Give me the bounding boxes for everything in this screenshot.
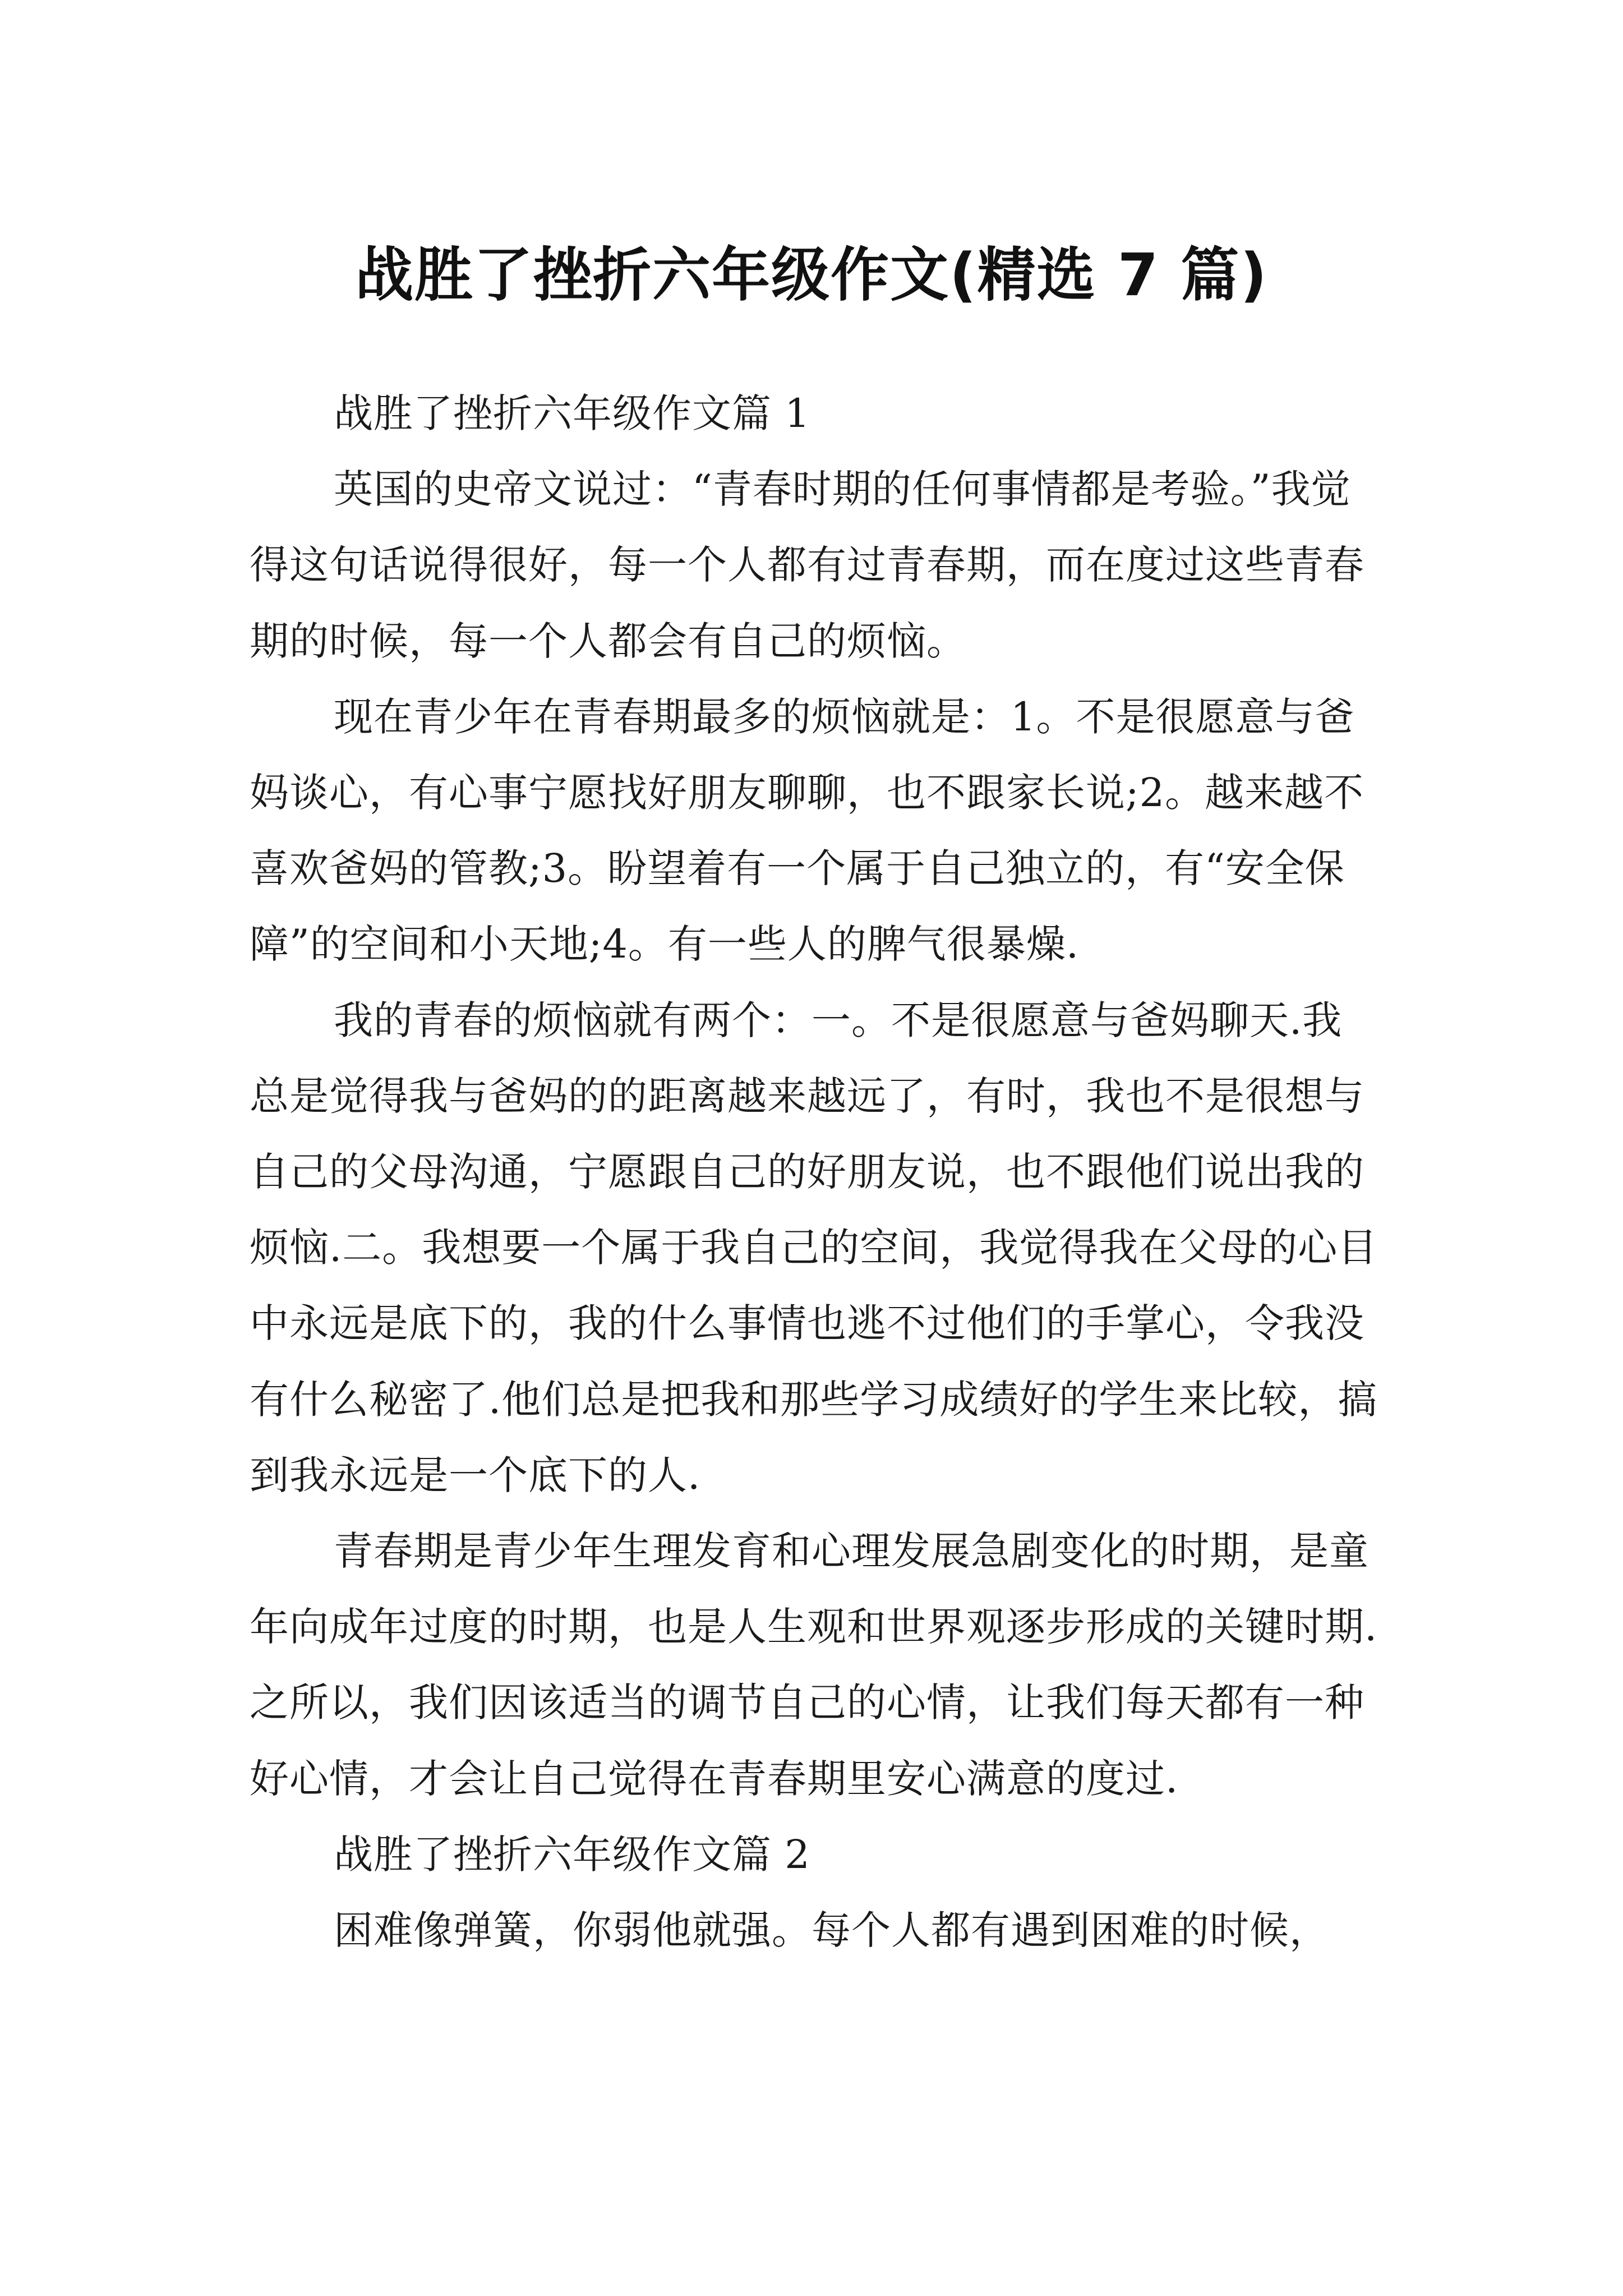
document-body <box>250 376 1380 1968</box>
document-title: 战胜了挫折六年级作文(精选 7 篇) <box>355 240 1268 309</box>
paragraph: 青春期是青少年生理发育和心理发展急剧变化的时期，是童年向成年过度的时期，也是人生观和世界观逐步形成的关键时期.之所以，我们因该适当的调节自己的心情，让我们每天都有一种好心情，才会让自己觉得在青春期里安心满意的度过. <box>250 1528 1378 1802</box>
paragraph: 困难像弹簧，你弱他就强。每个人都有遇到困难的时候， <box>334 1907 1329 1954</box>
paragraph: 英国的史帝文说过：“青春时期的任何事情都是考验。”我觉得这句话说得很好，每一个人都有过青春期，而在度过这些青春期的时候，每一个人都会有自己的烦恼。 <box>250 466 1364 664</box>
paragraph: 现在青少年在青春期最多的烦恼就是：1。不是很愿意与爸妈谈心，有心事宁愿找好朋友聊聊，也不跟家长说;2。越来越不喜欢爸妈的管教;3。盼望着有一个属于自己独立的，有“安全保障”的空间和小天地;4。有一些人的脾气很暴燥. <box>250 693 1364 968</box>
paragraph: 我的青春的烦恼就有两个：一。不是很愿意与爸妈聊天.我总是觉得我与爸妈的的距离越来越远了，有时，我也不是很想与自己的父母沟通，宁愿跟自己的好朋友说，也不跟他们说出我的烦恼.二。我想要一个属于我自己的空间，我觉得我在父母的心目中永远是底下的，我的什么事情也逃不过他们的手掌心，令我没有什么秘密了.他们总是把我和那些学习成绩好的学生来比较，搞到我永远是一个底下的人. <box>250 997 1378 1498</box>
section-heading-1: 战胜了挫折六年级作文篇 1 <box>334 390 810 436</box>
section-heading-2: 战胜了挫折六年级作文篇 2 <box>334 1831 810 1878</box>
